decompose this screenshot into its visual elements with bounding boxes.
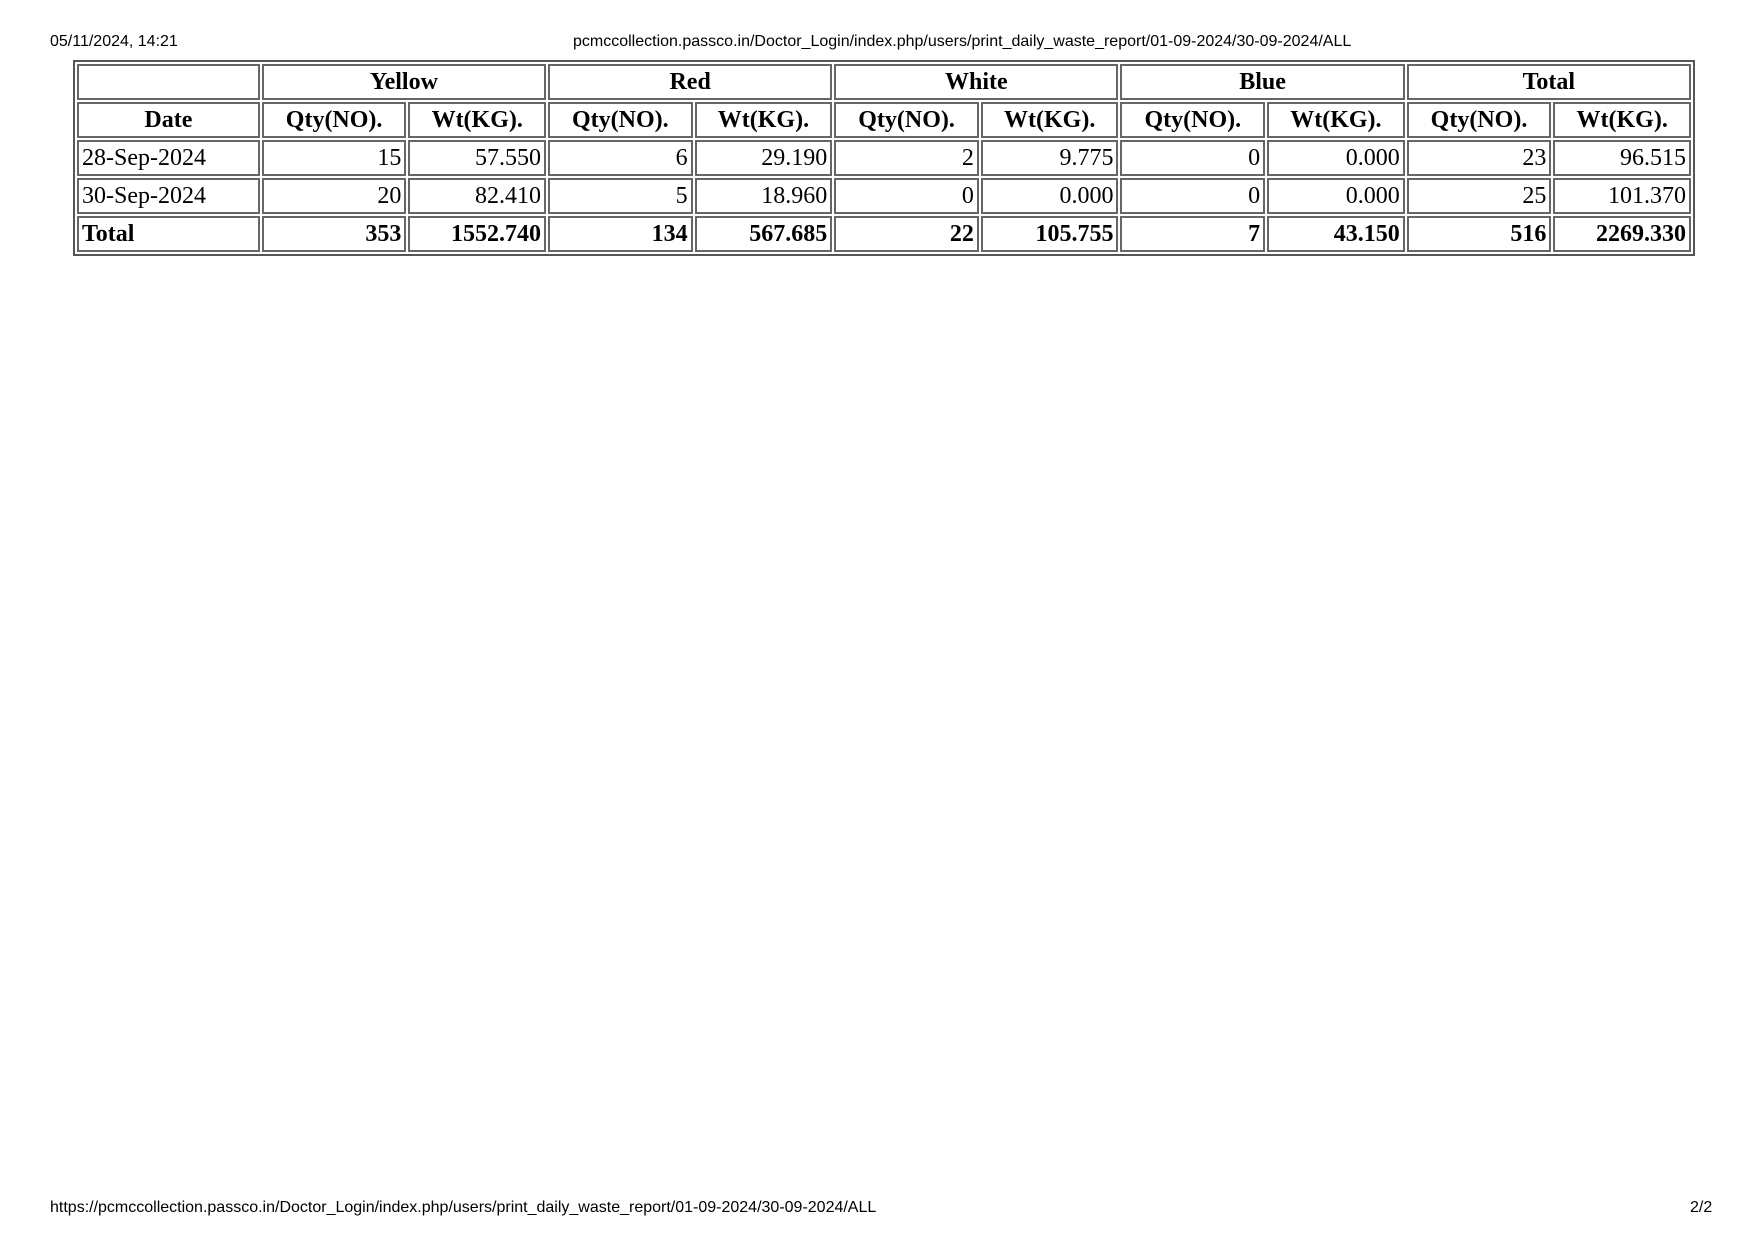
group-header-red: Red	[548, 64, 832, 100]
white-qty-cell: 0	[834, 178, 979, 214]
blue-wt-cell: 0.000	[1267, 178, 1405, 214]
qty-header: Qty(NO).	[834, 102, 979, 138]
qty-header: Qty(NO).	[1120, 102, 1265, 138]
group-header-white: White	[834, 64, 1118, 100]
total-row	[77, 216, 1691, 252]
table-row	[77, 178, 1691, 214]
red-qty-cell: 5	[548, 178, 693, 214]
total-wt-cell: 101.370	[1553, 178, 1691, 214]
white-wt-total: 105.755	[981, 216, 1119, 252]
date-header: Date	[77, 102, 260, 138]
group-header-row	[77, 64, 1691, 100]
white-qty-total: 22	[834, 216, 979, 252]
yellow-wt-cell: 82.410	[408, 178, 546, 214]
page-number: 2/2	[1690, 1199, 1713, 1216]
wt-header: Wt(KG).	[408, 102, 546, 138]
yellow-qty-cell: 20	[262, 178, 407, 214]
qty-header: Qty(NO).	[1407, 102, 1552, 138]
wt-header: Wt(KG).	[1553, 102, 1691, 138]
white-wt-cell: 9.775	[981, 140, 1119, 176]
red-qty-cell: 6	[548, 140, 693, 176]
red-wt-cell: 18.960	[695, 178, 833, 214]
qty-header: Qty(NO).	[548, 102, 693, 138]
blank-header-cell	[77, 64, 260, 100]
white-wt-cell: 0.000	[981, 178, 1119, 214]
total-label: Total	[77, 216, 260, 252]
blue-qty-total: 7	[1120, 216, 1265, 252]
total-qty-cell: 23	[1407, 140, 1552, 176]
yellow-wt-total: 1552.740	[408, 216, 546, 252]
print-datetime: 05/11/2024, 14:21	[50, 33, 178, 50]
red-qty-total: 134	[548, 216, 693, 252]
blue-wt-total: 43.150	[1267, 216, 1405, 252]
row-date: 28-Sep-2024	[77, 140, 260, 176]
wt-header: Wt(KG).	[981, 102, 1119, 138]
red-wt-cell: 29.190	[695, 140, 833, 176]
white-qty-cell: 2	[834, 140, 979, 176]
table-row	[77, 140, 1691, 176]
yellow-qty-total: 353	[262, 216, 407, 252]
row-date: 30-Sep-2024	[77, 178, 260, 214]
red-wt-total: 567.685	[695, 216, 833, 252]
group-header-yellow: Yellow	[262, 64, 546, 100]
total-qty-cell: 25	[1407, 178, 1552, 214]
group-header-total: Total	[1407, 64, 1691, 100]
total-wt-cell: 96.515	[1553, 140, 1691, 176]
grand-qty-total: 516	[1407, 216, 1552, 252]
blue-qty-cell: 0	[1120, 140, 1265, 176]
wt-header: Wt(KG).	[695, 102, 833, 138]
blue-wt-cell: 0.000	[1267, 140, 1405, 176]
print-header-url: pcmccollection.passco.in/Doctor_Login/index.php/users/print_daily_waste_report/01-09-2024/30-09-2024/ALL	[573, 33, 1352, 50]
column-header-row	[77, 102, 1691, 138]
yellow-wt-cell: 57.550	[408, 140, 546, 176]
print-footer-url: https://pcmccollection.passco.in/Doctor_Login/index.php/users/print_daily_waste_report/01-09-2024/30-09-2024/ALL	[50, 1199, 877, 1216]
blue-qty-cell: 0	[1120, 178, 1265, 214]
grand-wt-total: 2269.330	[1553, 216, 1691, 252]
yellow-qty-cell: 15	[262, 140, 407, 176]
daily-waste-report-table	[73, 60, 1695, 256]
wt-header: Wt(KG).	[1267, 102, 1405, 138]
qty-header: Qty(NO).	[262, 102, 407, 138]
group-header-blue: Blue	[1120, 64, 1404, 100]
